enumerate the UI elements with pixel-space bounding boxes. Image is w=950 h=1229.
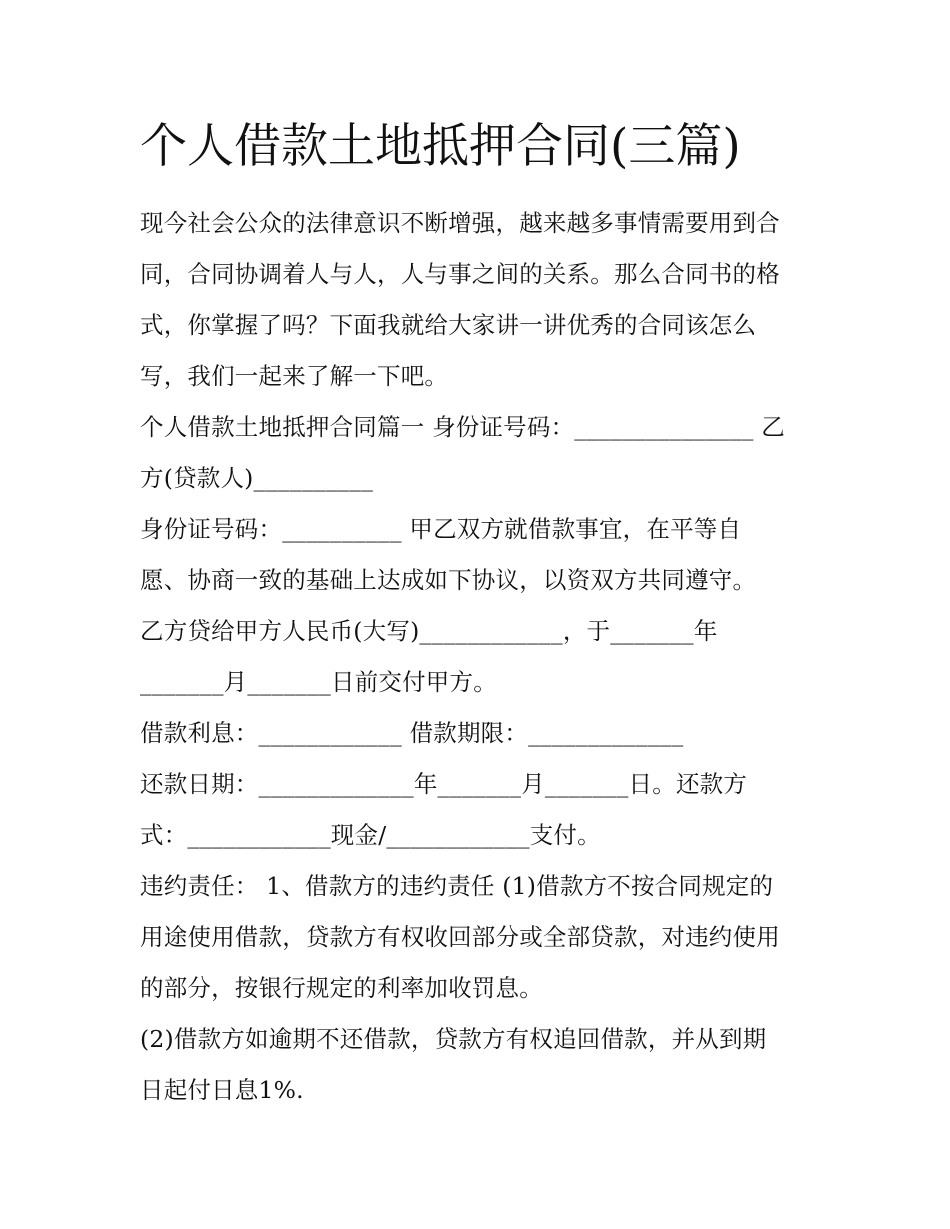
body-line: (2)借款方如逾期不还借款，贷款方有权追回借款，并从到期 (140, 1025, 767, 1053)
document-body (140, 198, 820, 1116)
body-line: 违约责任： 1、借款方的违约责任 (1)借款方不按合同规定的 (140, 872, 774, 900)
document-title: 个人借款土地抵押合同(三篇) (140, 119, 741, 174)
body-line: 愿、协商一致的基础上达成如下协议，以资双方共同遵守。 (140, 566, 757, 594)
body-line: 还款日期：_____________年_______月_______日。还款方 (140, 770, 748, 798)
body-line: 式，你掌握了吗？下面我就给大家讲一讲优秀的合同该怎么 (140, 311, 757, 339)
body-line: 乙方贷给甲方人民币(大写)____________，于_______年 (140, 617, 718, 645)
body-line: 身份证号码：__________ 甲乙双方就借款事宜，在平等自 (140, 515, 742, 543)
body-line: 方(贷款人)__________ (140, 464, 374, 492)
body-line: 现今社会公众的法律意识不断增强，越来越多事情需要用到合 (140, 209, 780, 237)
body-line: 借款利息：____________ 借款期限：_____________ (140, 719, 684, 747)
body-line: _______月_______日前交付甲方。 (140, 668, 497, 696)
body-line: 写，我们一起来了解一下吧。 (140, 362, 449, 390)
body-line: 同，合同协调着人与人，人与事之间的关系。那么合同书的格 (140, 260, 780, 288)
body-line: 日起付日息1%. (140, 1076, 304, 1104)
body-line: 式：____________现金/____________支付。 (140, 821, 601, 849)
body-line: 的部分，按银行规定的利率加收罚息。 (140, 974, 543, 1002)
body-line: 用途使用借款，贷款方有权收回部分或全部贷款，对违约使用 (140, 923, 780, 951)
body-line: 个人借款土地抵押合同篇一 身份证号码：_______________ 乙 (140, 413, 785, 441)
